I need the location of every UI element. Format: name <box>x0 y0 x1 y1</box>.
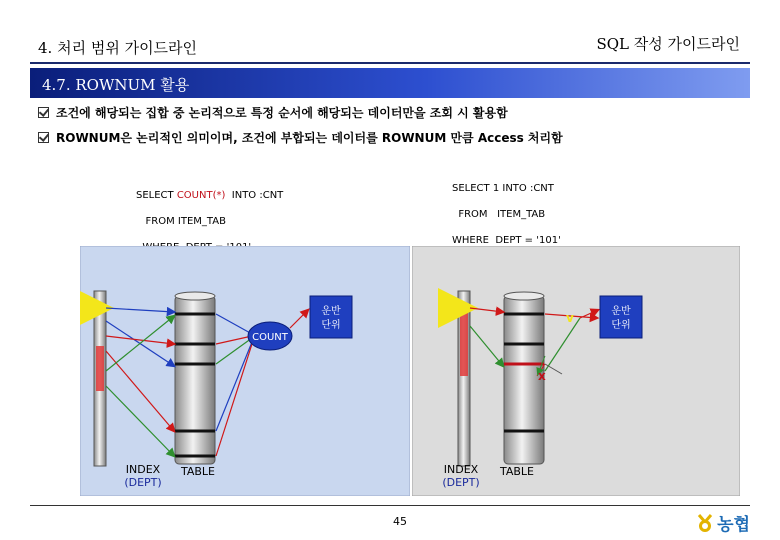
company-logo <box>696 510 750 535</box>
checkbox-icon <box>38 107 49 118</box>
result-box <box>600 296 642 338</box>
result-box-line: 운반 <box>321 306 341 317</box>
bullet-text: ROWNUM은 논리적인 의미이며, 조건에 부합되는 데이터를 ROWNUM 만큼 Access 처리함 <box>56 131 563 145</box>
page-number: 45 <box>393 515 407 528</box>
index-label: INDEX <box>125 463 161 476</box>
banner-title: 4.7. ROWNUM 활용 <box>42 76 190 94</box>
left-diagram <box>80 246 410 496</box>
right-diagram-panel <box>412 246 740 496</box>
logo-text: 농협 <box>717 515 750 535</box>
result-box <box>310 296 352 338</box>
result-box-line: 단위 <box>611 320 631 331</box>
right-index-label-group <box>436 463 486 489</box>
result-box-line: 단위 <box>321 320 341 331</box>
sql-line: FROM ITEM_TAB <box>136 216 226 227</box>
bullet-text: 조건에 해당되는 집합 중 논리적으로 특정 순서에 해당되는 데이터만을 조회 시 활용함 <box>56 106 508 120</box>
dept-label: (DEPT) <box>442 476 480 489</box>
doc-title: SQL 작성 가이드라인 <box>596 35 740 53</box>
sql-highlight: COUNT(*) <box>176 190 226 201</box>
cross-mark: x <box>538 369 546 383</box>
sql-line: SELECT 1 INTO :CNT <box>452 183 554 194</box>
check-mark: v <box>566 311 574 325</box>
sql-line: WHERE DEPT = '101' <box>452 235 561 246</box>
table-label: TABLE <box>499 465 534 478</box>
index-label: INDEX <box>443 463 479 476</box>
sql-line: SELECT <box>136 190 177 201</box>
checkbox-icon <box>38 132 49 143</box>
sql-line: INTO :CNT <box>225 190 284 201</box>
section-banner <box>30 68 750 98</box>
table-label: TABLE <box>180 465 215 478</box>
bullet-item <box>38 129 563 146</box>
dept-label: (DEPT) <box>124 476 162 489</box>
table-cylinder <box>175 296 215 464</box>
wheat-logo-icon <box>696 513 714 533</box>
footer-divider <box>30 505 750 506</box>
right-diagram <box>412 246 740 496</box>
header-divider <box>30 62 750 64</box>
result-box-line: 운반 <box>611 306 631 317</box>
bullet-item <box>38 104 508 121</box>
left-index-label-group <box>118 463 168 489</box>
count-label: COUNT <box>252 332 288 343</box>
sql-line: FROM ITEM_TAB <box>452 209 546 220</box>
section-title: 4. 처리 범위 가이드라인 <box>38 39 198 57</box>
left-diagram-panel <box>80 246 410 496</box>
